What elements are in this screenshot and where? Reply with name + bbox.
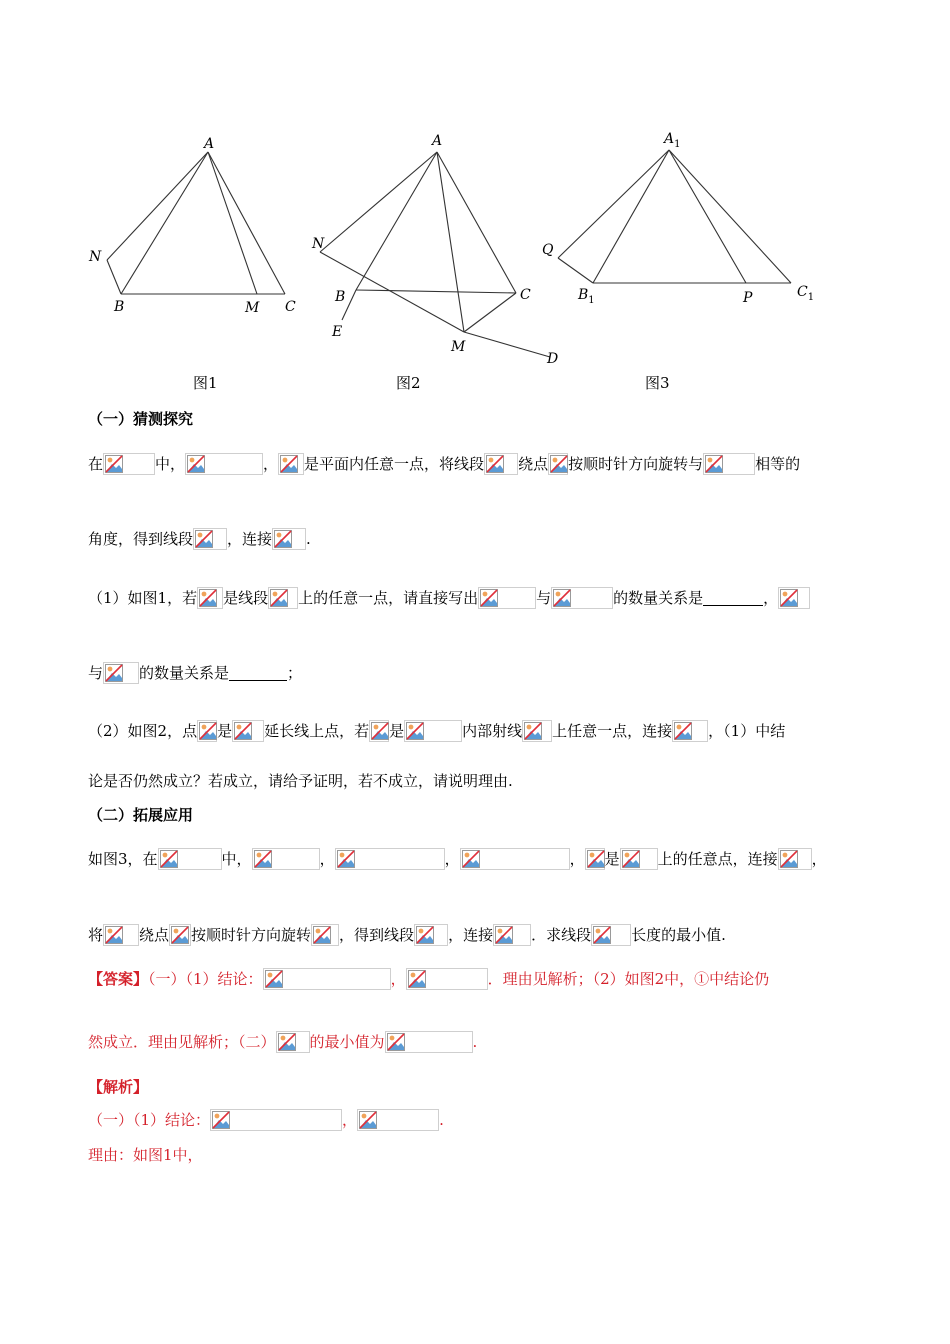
formula-image [158, 848, 222, 870]
question-2-line-1: （2）如图2，点 是 延长线上点，若 是 内部射线 上任意一点，连接 ，（1）中结 [88, 722, 786, 740]
broken-image-icon [674, 722, 692, 740]
formula-image [278, 453, 304, 475]
formula-image [185, 453, 263, 475]
label-N: N [312, 236, 325, 252]
figure-3-caption: 图3 [645, 374, 670, 392]
broken-image-icon [416, 926, 434, 944]
formula-image [103, 662, 139, 684]
formula-image [385, 1031, 473, 1053]
formula-image [210, 1109, 342, 1131]
broken-image-icon [274, 530, 292, 548]
broken-image-icon [105, 455, 123, 473]
label-B: B [335, 289, 346, 305]
broken-image-icon [199, 722, 217, 740]
broken-image-icon [195, 530, 213, 548]
formula-image [276, 1031, 310, 1053]
broken-image-icon [234, 722, 252, 740]
question-1-line-1: （1）如图1，若 是线段 上的任意一点，请直接写出 与 的数量关系是 ， [88, 587, 810, 609]
broken-image-icon [780, 589, 798, 607]
broken-image-icon [105, 664, 123, 682]
formula-image [620, 848, 658, 870]
broken-image-icon [705, 455, 723, 473]
formula-image [197, 720, 217, 742]
broken-image-icon [622, 850, 640, 868]
broken-image-icon [524, 722, 542, 740]
label-C1: $C_1$ [797, 284, 815, 303]
answer-line-1: 【答案】（一）（1）结论： ， ．理由见解析；（2）如图2中，①中结论仍 [88, 970, 770, 988]
figure-1-caption: 图1 [193, 374, 218, 392]
formula-image [585, 848, 605, 870]
part1-line-2: 角度，得到线段 ，连接 . [88, 530, 311, 548]
formula-image [263, 968, 391, 990]
broken-image-icon [337, 850, 355, 868]
broken-image-icon [212, 1111, 230, 1129]
answer-label: 【答案】 [88, 970, 149, 988]
figure-2-caption: 图2 [396, 374, 421, 392]
broken-image-icon [406, 722, 424, 740]
part1-heading: （一）猜测探究 [88, 410, 194, 428]
formula-image [369, 720, 389, 742]
label-A: A [204, 136, 215, 152]
extension-line-2: 将 绕点 按顺时针方向旋转 ，得到线段 ，连接 ．求线段 长度的最小值. [88, 926, 726, 944]
formula-image [404, 720, 462, 742]
broken-image-icon [593, 926, 611, 944]
formula-image [548, 453, 568, 475]
analysis-line-2: 理由：如图1中， [88, 1146, 203, 1164]
broken-image-icon [408, 970, 426, 988]
label-E: E [332, 324, 343, 340]
formula-image [232, 720, 264, 742]
part1-line-1: 在 中， ， 是平面内任意一点，将线段 绕点 按顺时针方向旋转与 相等的 [88, 455, 801, 473]
formula-image [335, 848, 445, 870]
label-A: A [432, 133, 443, 149]
label-B1: $B_1$ [578, 287, 595, 306]
answer-line-2: 然成立．理由见解析；（二） 的最小值为 . [88, 1033, 478, 1051]
formula-image [460, 848, 570, 870]
formula-image [197, 587, 223, 609]
formula-image [778, 587, 810, 609]
answer-blank[interactable] [703, 589, 763, 606]
label-C: C [520, 287, 531, 303]
analysis-label: 【解析】 [88, 1078, 149, 1096]
formula-image [493, 924, 531, 946]
formula-image [103, 453, 155, 475]
broken-image-icon [387, 1033, 405, 1051]
formula-image [672, 720, 708, 742]
broken-image-icon [486, 455, 504, 473]
broken-image-icon [265, 970, 283, 988]
figure-1 [80, 130, 320, 330]
broken-image-icon [780, 850, 798, 868]
broken-image-icon [171, 926, 189, 944]
formula-image [252, 848, 320, 870]
formula-image [414, 924, 448, 946]
formula-image [591, 924, 631, 946]
formula-image [703, 453, 755, 475]
broken-image-icon [550, 455, 568, 473]
broken-image-icon [371, 722, 389, 740]
label-B: B [114, 299, 125, 315]
broken-image-icon [462, 850, 480, 868]
broken-image-icon [495, 926, 513, 944]
formula-image [357, 1109, 439, 1131]
formula-image [778, 848, 812, 870]
figure-3 [535, 125, 835, 325]
broken-image-icon [313, 926, 331, 944]
formula-image [103, 924, 139, 946]
label-M: M [451, 339, 466, 355]
formula-image [484, 453, 518, 475]
broken-image-icon [187, 455, 205, 473]
label-N: N [89, 249, 102, 265]
broken-image-icon [254, 850, 272, 868]
extension-line-1: 如图3，在 中， ， ， ， 是 上的任意点，连接 ， [88, 850, 827, 868]
broken-image-icon [587, 850, 605, 868]
broken-image-icon [553, 589, 571, 607]
formula-image [169, 924, 191, 946]
formula-image [268, 587, 298, 609]
label-D: D [547, 351, 559, 367]
question-1-line-2: 与 的数量关系是 ； [88, 664, 303, 682]
broken-image-icon [278, 1033, 296, 1051]
analysis-line-1: （一）（1）结论： ， . [88, 1111, 444, 1129]
question-2-line-2: 论是否仍然成立？若成立，请给予证明，若不成立，请说明理由. [88, 772, 513, 790]
broken-image-icon [199, 589, 217, 607]
formula-image [406, 968, 488, 990]
broken-image-icon [359, 1111, 377, 1129]
label-M: M [245, 300, 260, 316]
formula-image [478, 587, 536, 609]
formula-image [193, 528, 227, 550]
broken-image-icon [160, 850, 178, 868]
formula-image [311, 924, 339, 946]
broken-image-icon [480, 589, 498, 607]
broken-image-icon [280, 455, 298, 473]
broken-image-icon [105, 926, 123, 944]
formula-image [272, 528, 306, 550]
label-P: P [743, 290, 753, 306]
part2-heading: （二）拓展应用 [88, 806, 194, 824]
label-A1: $A_1$ [664, 131, 681, 150]
formula-image [551, 587, 613, 609]
label-C: C [285, 299, 296, 315]
label-Q: Q [542, 242, 554, 258]
formula-image [522, 720, 552, 742]
broken-image-icon [270, 589, 288, 607]
answer-blank[interactable] [229, 664, 287, 681]
